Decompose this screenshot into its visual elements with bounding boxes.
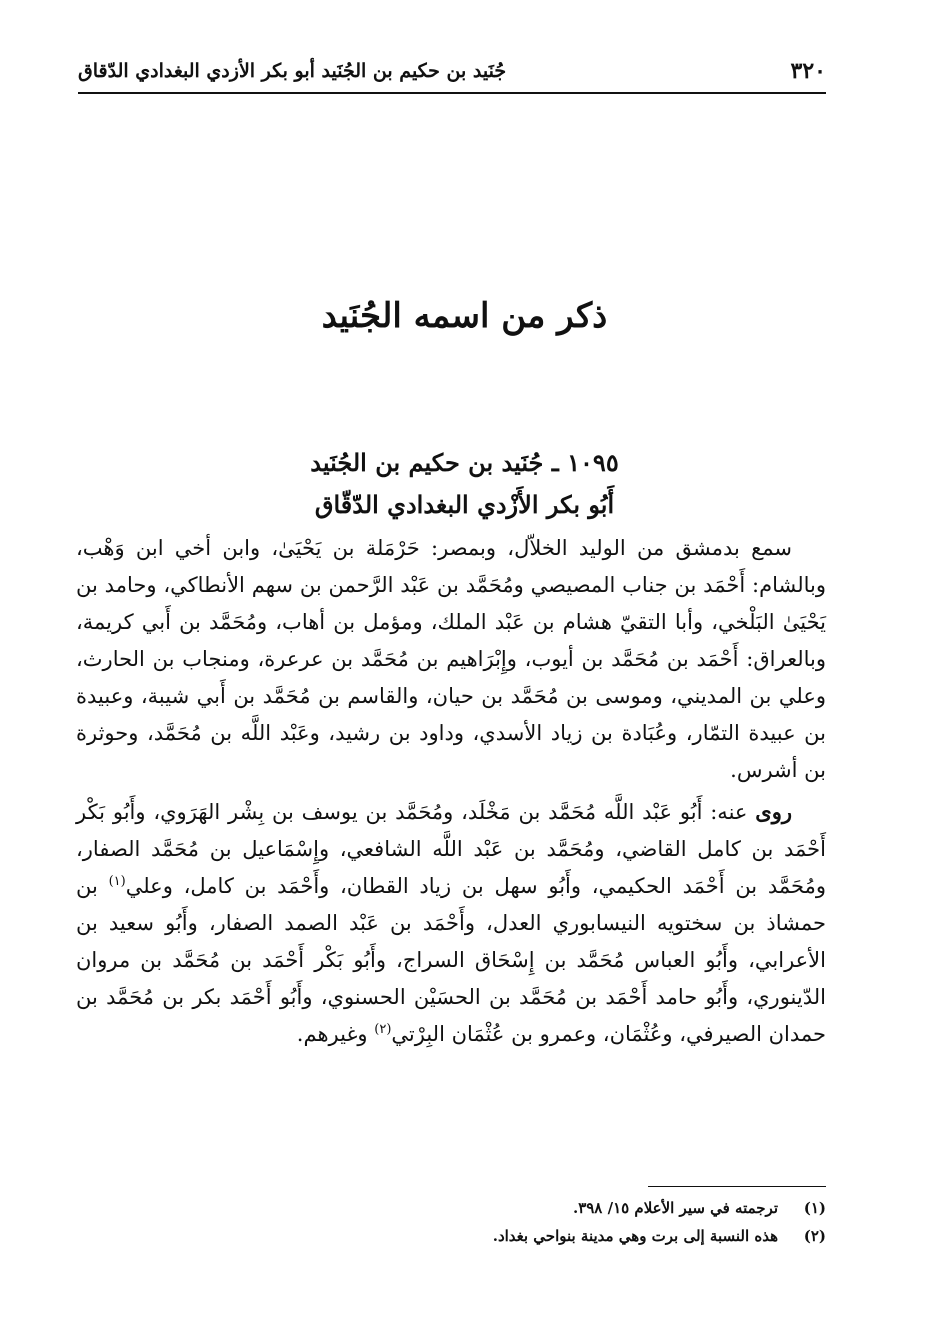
footnote-2 <box>100 1222 826 1250</box>
page-number: ٣٢٠ <box>790 58 826 84</box>
footnotes <box>100 1194 826 1250</box>
footnote-number: (٢) <box>803 1227 826 1245</box>
footnote-1 <box>100 1194 826 1222</box>
footnote-ref-1[interactable]: (١) <box>108 874 126 889</box>
footnote-separator <box>648 1186 826 1187</box>
footnote-text: هذه النسبة إلى برت وهي مدينة بنواحي بغداد. <box>492 1227 778 1245</box>
footnote-number: (١) <box>803 1199 826 1217</box>
students-text-1: عنه: أَبُو عَبْد اللَّه مُحَمَّد بن مَخْلَد، ومُحَمَّد بن يوسف بن بِشْر الهَرَوي، وأَبُو بَكْر أَحْمَد بن كامل القاضي، ومُحَمَّد بن عَبْد اللَّه الشافعي، وإِسْمَاعيل بن مُحَمَّد الصفار، ومُحَمَّد بن أَحْمَد الحكيمي، وأَبُو سهل بن زياد القطان، وأَحْمَد بن كامل، وعلي <box>76 800 826 898</box>
entry-body <box>76 530 826 1057</box>
footnote-ref-2[interactable]: (٢) <box>374 1022 392 1037</box>
section-title: ذكر من اسمه الجُنَيد <box>321 296 608 336</box>
students-text-3: وغيرهم. <box>296 1022 368 1046</box>
running-header <box>78 58 826 94</box>
students-text-2: بن حمشاذ بن سختويه النيسابوري العدل، وأَحْمَد بن عَبْد الصمد الصفار، وأَبُو سعيد بن الأعرابي، وأَبُو العباس مُحَمَّد بن إِسْحَاق السراج، وأَبُو بَكْر أَحْمَد بن مُحَمَّد بن مروان الدّينوري، وأَبُو حامد أَحْمَد بن مُحَمَّد بن الحسَيْن الحسنوي، وأَبُو أَحْمَد بكر بن مُحَمَّد بن حمدان الصيرفي، وعُثْمَان، وعمرو بن عُثْمَان البِرْتي <box>76 874 826 1046</box>
entry-heading <box>100 442 829 526</box>
paragraph-students <box>76 793 826 1053</box>
footnote-text: ترجمته في سير الأعلام ١٥/ ٣٩٨. <box>572 1199 778 1217</box>
narrated-lead-word: روى <box>755 799 792 824</box>
entry-heading-line-1: ١٠٩٥ ـ جُنَيد بن حكيم بن الجُنَيد <box>310 448 619 477</box>
running-title: جُنَيد بن حكيم بن الجُنَيد أبو بكر الأزدي البغدادي الدّقاق <box>78 60 507 82</box>
entry-heading-line-2: أَبُو بكر الأَزْدي البغدادي الدّقّاق <box>314 490 615 519</box>
paragraph-teachers: سمع بدمشق من الوليد الخلاّل، وبمصر: حَرْمَلة بن يَحْيَىٰ، وابن أخي ابن وَهْب، وبالشام: أَحْمَد بن جناب المصيصي ومُحَمَّد بن عَبْد الرَّحمن بن سهم الأنطاكي، وحامد بن يَحْيَىٰ البَلْخي، وأبا التقيّ هشام بن عَبْد الملك، ومؤمل بن أهاب، ومُحَمَّد بن أَبي كريمة، وبالعراق: أَحْمَد بن مُحَمَّد بن أيوب، وإِبْرَاهيم بن مُحَمَّد بن عرعرة، ومنجاب بن الحارث، وعلي بن المديني، وموسى بن مُحَمَّد بن حيان، والقاسم بن مُحَمَّد بن أَبي شيبة، وعبيدة بن عبيدة التمّار، وعُبَادة بن زياد الأسدي، وداود بن رشيد، وعَبْد اللَّه بن مُحَمَّد، وحوثرة بن أشرس. <box>76 536 826 782</box>
